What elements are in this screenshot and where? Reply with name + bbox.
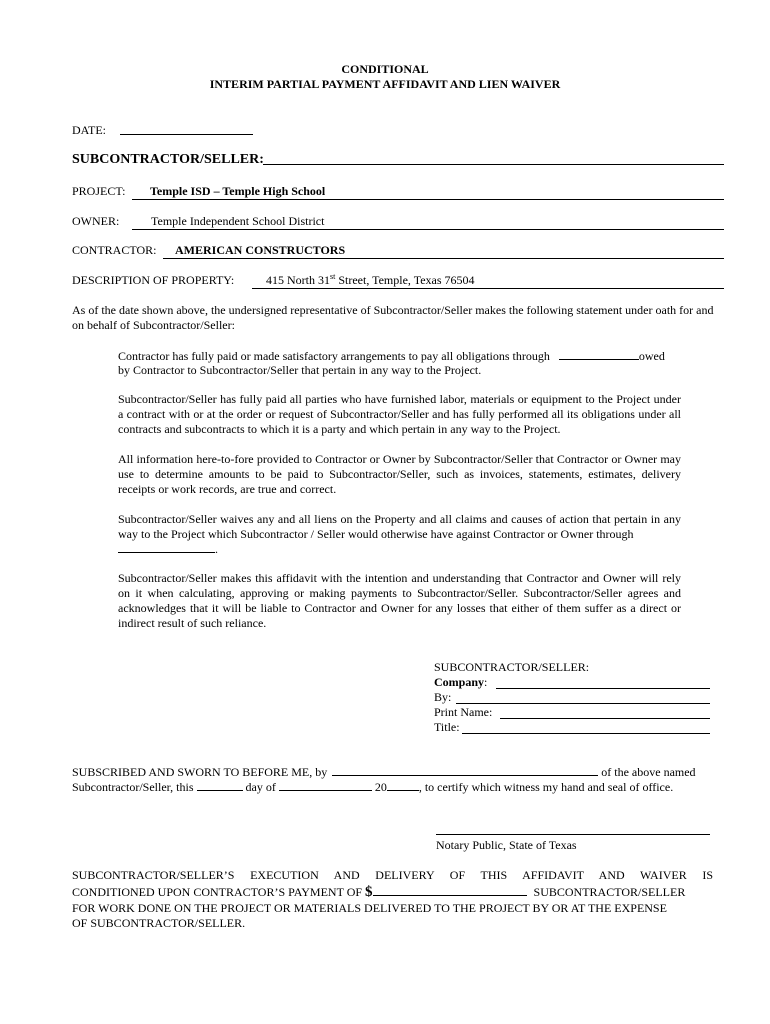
print-name-field[interactable] bbox=[500, 718, 710, 719]
sworn-line-2: Subcontractor/Seller, this day of 20 , to certify which witness my hand and seal of office. bbox=[72, 780, 674, 794]
contractor-field-line bbox=[163, 258, 724, 259]
owner-field-line bbox=[132, 229, 724, 230]
statement-1-line-2: by Contractor to Subcontractor/Seller that pertain in any way to the Project. bbox=[118, 363, 482, 377]
owner-value: Temple Independent School District bbox=[151, 214, 325, 228]
title-line-1: CONDITIONAL bbox=[341, 62, 429, 76]
payment-amount-field[interactable] bbox=[373, 884, 527, 896]
signature-heading: SUBCONTRACTOR/SELLER: bbox=[434, 660, 590, 674]
sworn-year-field[interactable] bbox=[387, 779, 419, 791]
through-date-field[interactable] bbox=[559, 348, 639, 360]
sworn-month-field[interactable] bbox=[279, 779, 372, 791]
sworn-day-field[interactable] bbox=[197, 779, 243, 791]
title-label: Title: bbox=[434, 720, 460, 734]
sworn-line-1: SUBSCRIBED AND SWORN TO BEFORE ME, by of the above named bbox=[72, 765, 696, 779]
project-value: Temple ISD – Temple High School bbox=[150, 184, 326, 198]
waiver-through-field[interactable] bbox=[118, 541, 215, 553]
subcontractor-field[interactable] bbox=[263, 164, 724, 165]
by-label: By: bbox=[434, 690, 452, 704]
contractor-value: AMERICAN CONSTRUCTORS bbox=[175, 243, 346, 257]
condition-line-2: CONDITIONED UPON CONTRACTOR’S PAYMENT OF $ SUBCONTRACTOR/SELLER bbox=[72, 884, 686, 900]
statement-4-end: . bbox=[118, 541, 218, 557]
statement-1-line-1: Contractor has fully paid or made satisfactory arrangements to pay all obligations through owed bbox=[118, 349, 665, 363]
statement-5: Subcontractor/Seller makes this affidavit with the intention and understanding that Contractor and Owner will rely on it when calculating, approving or making payments to Subcontractor/Seller. Subcontractor/Seller agrees and acknowledges that it will be liable to Contractor and Owner for any losses that either of them suffer as a direct or indirect result of such reliance. bbox=[118, 571, 681, 630]
company-row: Company: bbox=[434, 675, 488, 689]
title-line-2: INTERIM PARTIAL PAYMENT AFFIDAVIT AND LIEN WAIVER bbox=[209, 77, 561, 91]
by-field[interactable] bbox=[456, 703, 710, 704]
project-label: PROJECT: bbox=[72, 184, 126, 198]
contractor-label: CONTRACTOR: bbox=[72, 243, 157, 257]
owner-label: OWNER: bbox=[72, 214, 120, 228]
statement-4: Subcontractor/Seller waives any and all liens on the Property and all claims and causes of action that pertain in any way to the Project which Subcontractor / Seller would otherwise have against Contractor or Owner through bbox=[118, 512, 681, 541]
date-label: DATE: bbox=[72, 123, 106, 137]
company-field[interactable] bbox=[496, 688, 710, 689]
condition-line-1: SUBCONTRACTOR/SELLER’S EXECUTION AND DELIVERY OF THIS AFFIDAVIT AND WAIVER IS bbox=[72, 868, 713, 882]
date-field[interactable] bbox=[120, 134, 253, 135]
statement-3: All information here-to-fore provided to Contractor or Owner by Subcontractor/Seller that Contractor or Owner may use to determine amounts to be paid to Subcontractor/Seller, such as invoices, statements, estimates, delivery receipts or work records, are true and correct. bbox=[118, 452, 681, 496]
property-value: 415 North 31st Street, Temple, Texas 76504 bbox=[266, 272, 475, 287]
property-label: DESCRIPTION OF PROPERTY: bbox=[72, 273, 235, 287]
project-field-line bbox=[132, 199, 724, 200]
notary-signature-field[interactable] bbox=[436, 834, 710, 835]
condition-line-3: FOR WORK DONE ON THE PROJECT OR MATERIALS DELIVERED TO THE PROJECT BY OR AT THE EXPENSE bbox=[72, 901, 667, 915]
subcontractor-label: SUBCONTRACTOR/SELLER: bbox=[72, 152, 264, 167]
notary-label: Notary Public, State of Texas bbox=[436, 838, 577, 852]
statement-2: Subcontractor/Seller has fully paid all parties who have furnished labor, materials or equipment to the Project under a contract with or at the order or request of Subcontractor/Seller and has fully performed all its obligations under all contracts and subcontracts to which it is a party and which pertain in any way to the Project. bbox=[118, 392, 681, 436]
sworn-by-field[interactable] bbox=[332, 764, 598, 776]
print-name-label: Print Name: bbox=[434, 705, 493, 719]
condition-line-4: OF SUBCONTRACTOR/SELLER. bbox=[72, 916, 246, 930]
intro-paragraph: As of the date shown above, the undersigned representative of Subcontractor/Seller makes the following statement under oath for and on behalf of Subcontractor/Seller: bbox=[72, 303, 714, 332]
title-field[interactable] bbox=[462, 733, 710, 734]
property-field-line bbox=[252, 288, 724, 289]
